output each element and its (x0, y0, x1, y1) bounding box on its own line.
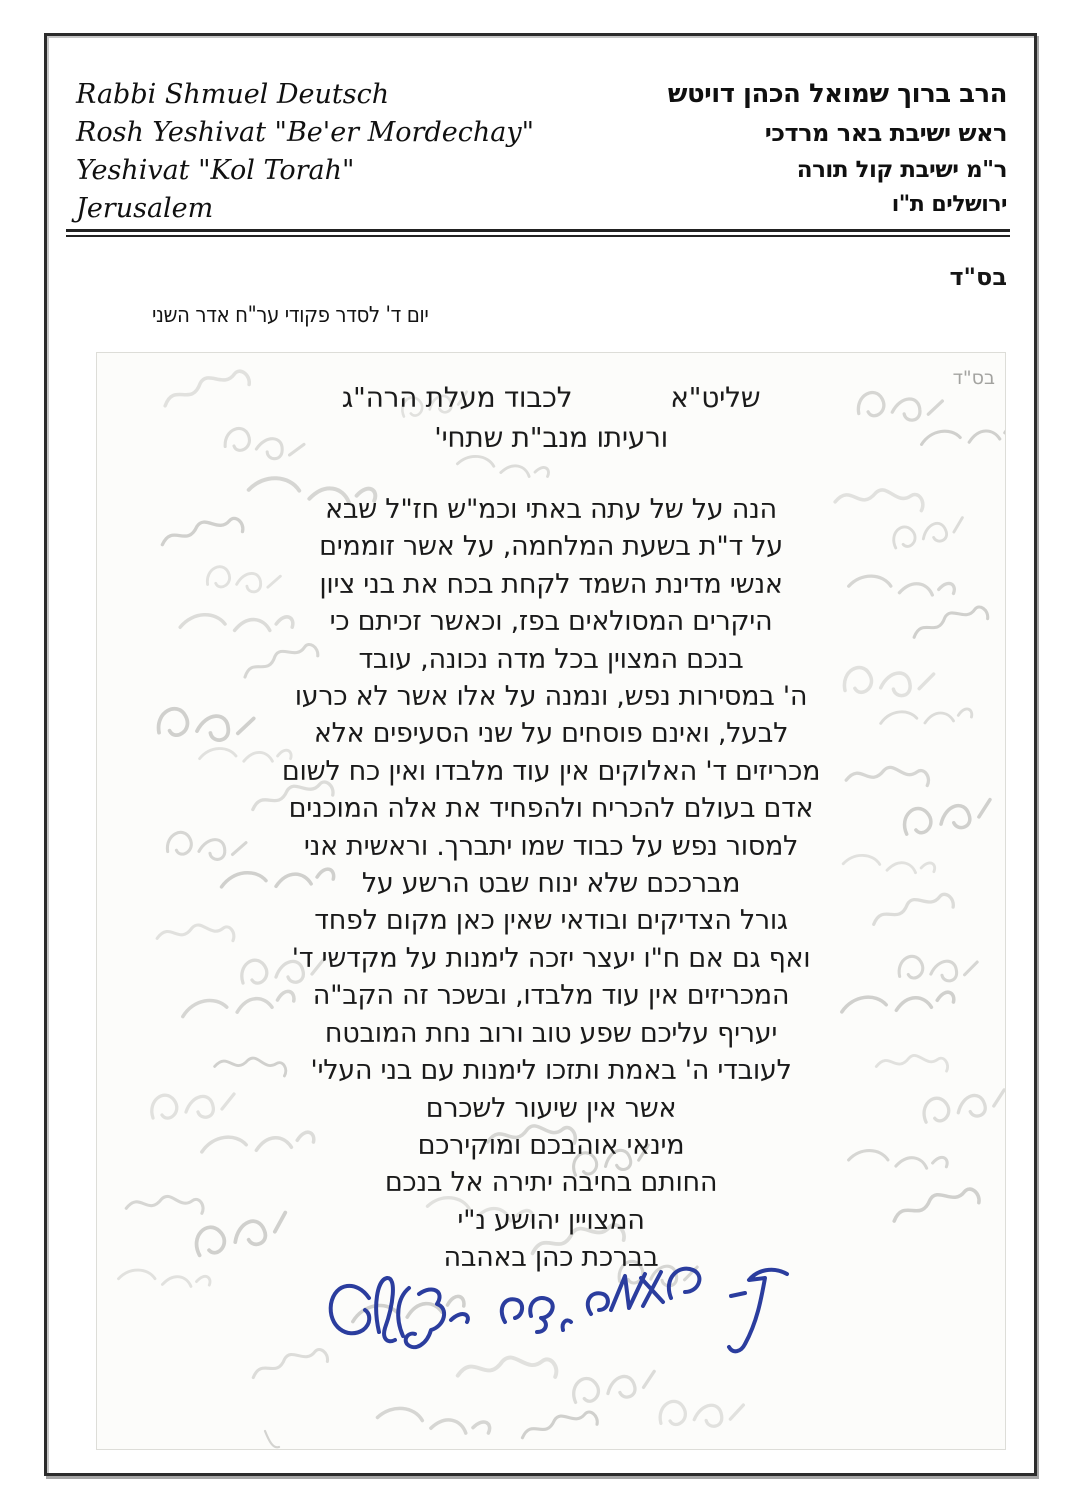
letterhead-english-line: Rosh Yeshivat "Be'er Mordechay" (76, 117, 535, 148)
letterhead-english-line: Yeshivat "Kol Torah" (76, 155, 355, 186)
letter-line: אדם בעולם להכריח ולהפחיד את אלה המוכנים (288, 793, 814, 825)
salutation-honorific: לכבוד מעלת הרה"ג (341, 381, 573, 414)
letterhead-hebrew-line: ראש ישיבת באר מרדכי (764, 119, 1007, 147)
letter-line: ואף גם אם ח"ו יעצר יזכה לימנות על מקדשי ד' (291, 942, 811, 974)
letter-line: הנה על של עתה באתי וכמ"ש חז"ל שבא (325, 494, 777, 525)
hebrew-date-line: יום ד' לסדר פקודי ער"ח אדר השני (152, 303, 429, 328)
salutation-line (97, 381, 1005, 414)
letterhead-hebrew (668, 74, 1007, 222)
letterhead-hebrew-line: ר"מ ישיבת קול תורה (796, 157, 1007, 183)
letter-line: על ד"ת בשעת המלחמה, על אשר זוממים (319, 531, 783, 563)
scanned-letter (96, 352, 1006, 1450)
letterhead-english-line: Rabbi Shmuel Deutsch (76, 79, 390, 110)
letter-line: מברככם שלא ינוח שבט הרשע על (361, 868, 741, 900)
besiyata-dishmaya-text: בס"ד (949, 263, 1007, 291)
letter-line: מכריזים ד' האלוקים אין עוד מלבדו ואין כח לשום (281, 755, 821, 787)
letter-line: לבעל, ואינם פוסחים על שני הסעיפים אלא (313, 718, 789, 750)
letter-line: המצויין יהושע נ"י (457, 1204, 645, 1236)
letter-line: המכריזים אין עוד מלבדו, ובשכר זה הקב"ה (312, 980, 790, 1012)
letter-line: בנכם המצוין בכל מדה נכונה, עובד (358, 643, 744, 675)
letter-line: גורל הצדיקים ובודאי שאין כאן מקום לפחד (314, 905, 788, 937)
letter-line: החותם בחיבה יתירה אל בנכם (384, 1167, 718, 1199)
letter-line: אשר אין שיעור לשכרם (425, 1092, 677, 1124)
letter-line: למסור נפש על כבוד שמו יתברך. וראשית אני (303, 830, 799, 862)
letter-line: ה' במסירות נפש, ונמנה על אלו אשר לא כרעו (294, 681, 808, 713)
letter-line: בברכת כהן באהבה (443, 1242, 659, 1274)
scan-faint-bsd: בס"ד (952, 367, 995, 389)
letterhead-hebrew-line: הרב ברוך שמואל הכהן דויטש (667, 79, 1007, 109)
letter-line: יעריף עליכם שפע טוב ורוב נחת המובטח (324, 1017, 778, 1049)
salutation-line-2: ורעיתו מנב"ת שתחי' (434, 421, 668, 454)
letter-line: מינאי אוהבכם ומוקירכם (417, 1129, 685, 1161)
salutation-shlita: שליט"א (670, 381, 761, 414)
letter-body (97, 491, 1005, 1277)
letterhead-divider-rule (66, 229, 1010, 237)
signature-ink (331, 1269, 787, 1352)
letter-line: לעובדי ה' באמת ותזכו לימנות עם בני העלי' (310, 1055, 792, 1087)
letterhead-english-line: Jerusalem (76, 193, 214, 224)
letter-line: אנשי מדינת השמד לקחת בכח את בני ציון (319, 568, 783, 600)
signature-scribble (291, 1256, 791, 1366)
letterhead-english (76, 76, 534, 228)
letterhead-hebrew-line: ירושלים ת"ו (891, 192, 1007, 217)
letter-line: היקרים המסולאים בפז, וכאשר זכיתם כי (329, 606, 773, 638)
